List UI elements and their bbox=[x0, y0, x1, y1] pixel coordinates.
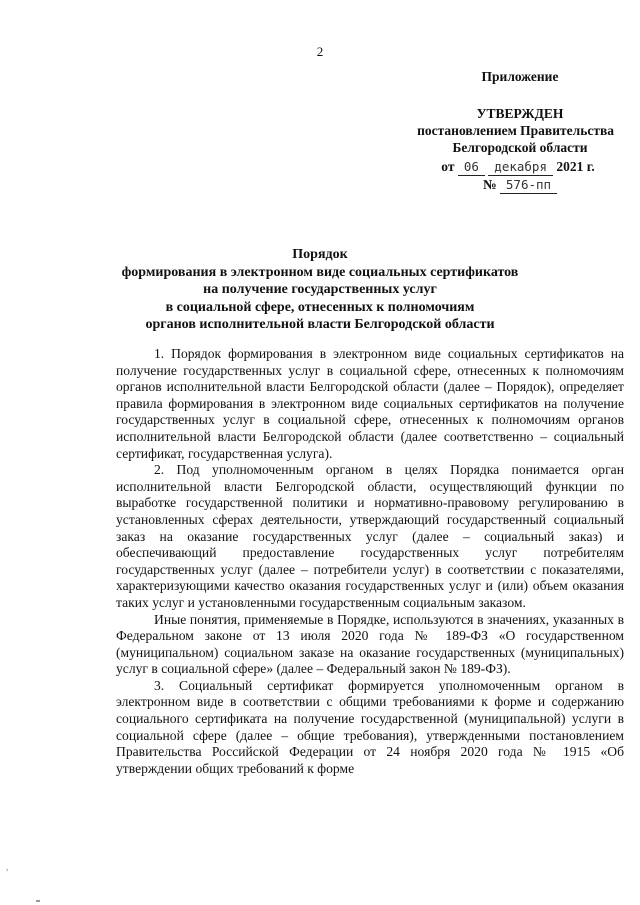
date-prefix: от bbox=[441, 159, 455, 174]
approval-number bbox=[420, 176, 620, 194]
number-value: 576-пп bbox=[500, 176, 557, 194]
paragraph-4: 3. Социальный сертификат формируется уполномоченным органом в электронном виде в соответствии с общими требованиями к форме и содержанию социального сертификата на получение государственной (муниципальной) услуги в социальной сфере (далее – общие требования), утвержденными постановлением Правительства Российской Федерации от 24 ноября 2020 года № 1915 «Об утверждении общих требований к форме bbox=[116, 677, 624, 776]
appendix-label: Приложение bbox=[481, 69, 559, 84]
scan-speck bbox=[36, 900, 40, 902]
approved-heading: УТВЕРЖДЕН bbox=[476, 106, 564, 121]
paragraph-2: 2. Под уполномоченным органом в целях Порядка понимается орган исполнительной власти Белгородской области, осуществляющий функции по выработке государственной политики и нормативно-правовому регулированию в установленных сферах деятельности, утверждающий государственный социальный заказ на оказание государственных услуг (далее – социальный заказ) и обеспечивающий предоставление государственных услуг потребителям государственных услуг (далее – потребители услуг) в соответствии с показателями, характеризующими качество оказания государственных услуг и (или) объем оказания таких услуг и установленными государственным социальным заказом. bbox=[116, 462, 624, 610]
date-day: 06 bbox=[458, 158, 485, 176]
number-prefix: № bbox=[482, 177, 497, 192]
document-body bbox=[116, 346, 624, 777]
title-line-1: формирования в электронном виде социальных сертификатов bbox=[121, 264, 519, 280]
approved-by-line: постановлением Правительства bbox=[417, 123, 614, 138]
title-line-3: в социальной сфере, отнесенных к полномочиям bbox=[165, 299, 475, 315]
region-line: Белгородской области bbox=[452, 140, 588, 155]
paragraph-1: 1. Порядок формирования в электронном виде социальных сертификатов на получение государственных услуг в социальной сфере, отнесенных к полномочиям органов исполнительной власти Белгородской области (далее – Порядок), определяет правила формирования в электронном виде социальных сертификатов на получение государственных услуг в социальной сфере, отнесенных к полномочиям органов исполнительной власти Белгородской области (далее соответственно – социальный сертификат, государственная услуга). bbox=[116, 346, 624, 461]
approval-stamp-block bbox=[380, 68, 620, 194]
title-line-4: органов исполнительной власти Белгородской области bbox=[145, 317, 495, 332]
title-main: Порядок bbox=[292, 247, 348, 262]
date-month: декабря bbox=[488, 158, 553, 176]
title-line-2: на получение государственных услуг bbox=[203, 282, 437, 297]
approval-date bbox=[416, 158, 620, 176]
document-title bbox=[110, 246, 530, 334]
date-year: 2021 г. bbox=[556, 159, 595, 174]
paragraph-3: Иные понятия, применяемые в Порядке, используются в значениях, указанных в Федеральном законе от 13 июля 2020 года № 189-ФЗ «О государственном (муниципальном) социальном заказе на оказание государственных (муниципальных) услуг в социальной сфере» (далее – Федеральный закон № 189-ФЗ). bbox=[116, 611, 624, 677]
page-number: 2 bbox=[316, 44, 324, 59]
scan-mark: , bbox=[6, 862, 9, 872]
